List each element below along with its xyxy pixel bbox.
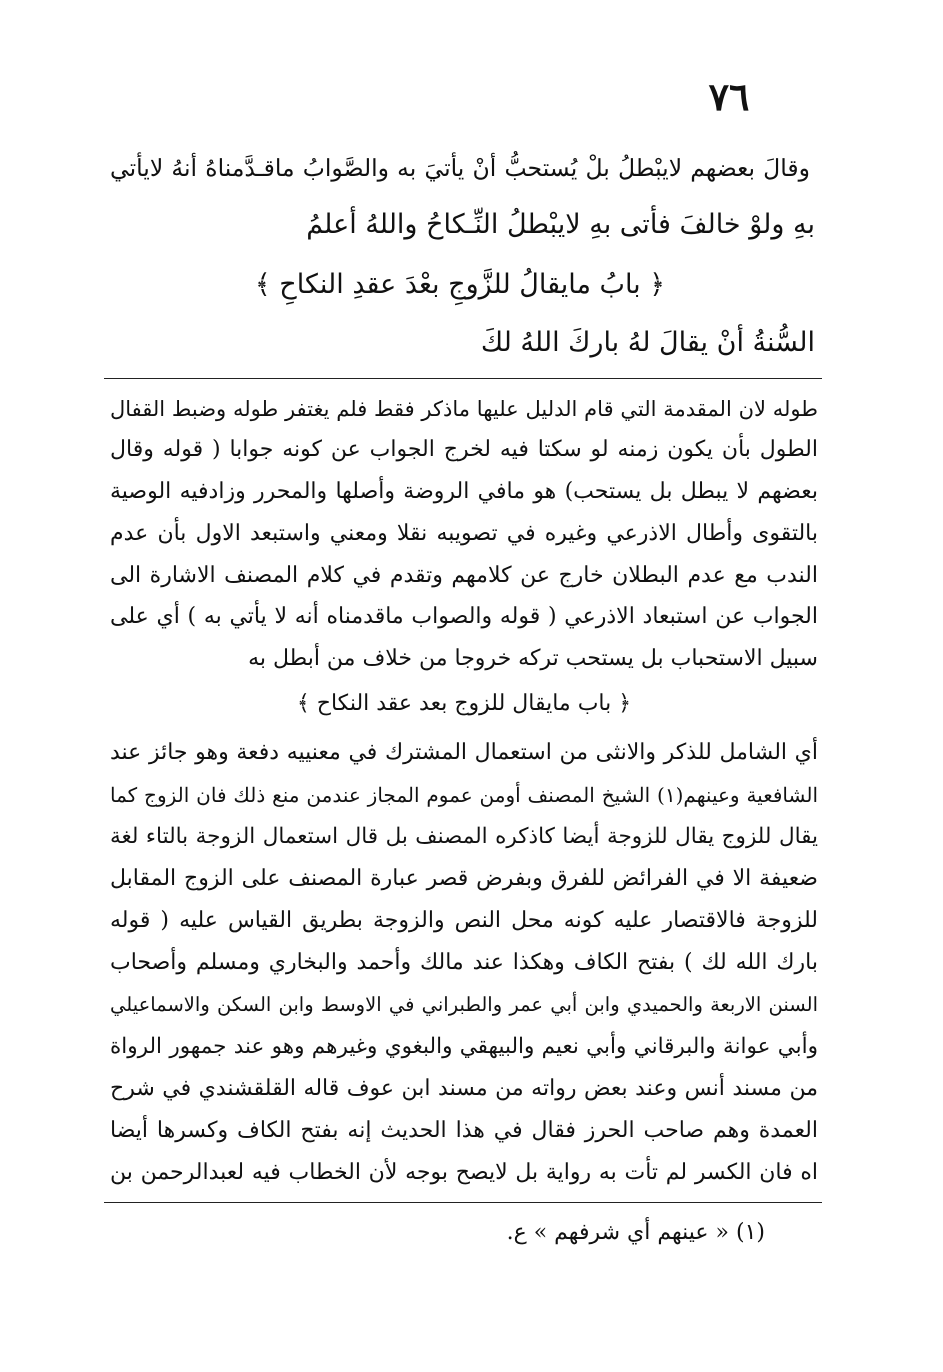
sharh-line-13: للزوجة فالاقتصار عليه كونه محل النص والزوجة بطريق القياس عليه ( قوله xyxy=(110,908,818,933)
sharh-line-10: الشافعية وعينهم(١) الشيخ المصنف أومن عموم المجاز عندمن منع ذلك فان الزوج كما xyxy=(110,783,818,807)
matn-separator-rule xyxy=(104,378,822,379)
footnote-separator-rule xyxy=(104,1202,822,1203)
sharh-line-5: الندب مع عدم البطلان خارج عن كلامهم وتقدم في كلام المصنف الاشارة الى xyxy=(110,563,818,588)
matn-line-2: بهِ ولوْ خالفَ فأتى بهِ لايبْطلُ النِّـكاحُ واللهُ أعلمُ xyxy=(306,209,815,240)
sharh-line-16: وأبي عوانة والبرقاني وأبي نعيم والبيهقي والبغوي وغيرهم وهو عند جمهور الرواة xyxy=(110,1034,818,1059)
sharh-line-12: ضعيفة الا في الفرائض للفرق وبفرض قصر عبارة المصنف على الزوج المقابل xyxy=(110,866,818,891)
sharh-line-2: الطول بأن يكون زمنه لو سكتا فيه لخرج الجواب عن كونه جوابا ( قوله وقال xyxy=(110,437,818,462)
sharh-line-17: من مسند أنس وعند بعض رواته من مسند ابن عوف قاله القلقشندي في شرح xyxy=(110,1076,818,1101)
matn-line-1: وقالَ بعضهم لايبْطلُ بلْ يُستحبُّ أنْ يأتيَ به والصَّوابُ ماقـدَّمناهُ أنهُ لايأتي xyxy=(110,154,810,182)
sharh-line-7: سبيل الاستحباب بل يستحب تركه خروجا من خلاف من أبطل به xyxy=(248,646,818,671)
sharh-line-19: اه فان الكسر لم تأت به رواية بل لايصح بوجه لأن الخطاب فيه لعبدالرحمن بن xyxy=(110,1160,818,1185)
sharh-line-15: السنن الاربعة والحميدي وابن أبي عمر والطبراني في الاوسط وابن السكن والاسماعيلي xyxy=(110,993,818,1016)
sharh-line-6: الجواب عن استبعاد الاذرعي ( قوله والصواب ماقدمناه أنه لا يأتي به ) أي على xyxy=(110,604,818,629)
sharh-line-14: بارك الله لك ) بفتح الكاف وهكذا عند مالك وأحمد والبخاري ومسلم وأصحاب xyxy=(110,950,818,975)
footnote: (١) « عينهم أي شرفهم » ع. xyxy=(506,1220,765,1245)
sharh-line-1: طوله لان المقدمة التي قام الدليل عليها ماذكر فقط فلم يغتفر طوله وضبط القفال xyxy=(110,397,818,421)
sharh-line-4: بالتقوى وأطال الاذرعي وغيره في تصويبه نقلا ومعني واستبعد الاول بأن عدم xyxy=(110,521,818,546)
page-number: ٧٦ xyxy=(708,74,750,119)
matn-chapter-heading: ﴿ بابُ مايقالُ للزَّوجِ بعْدَ عقدِ النكاحِ ﴾ xyxy=(254,269,666,300)
sharh-line-11: يقال للزوج يقال للزوجة أيضا كاذكره المصنف بل قال استعمال الزوجة بالتاء لغة xyxy=(110,824,818,849)
sharh-line-9: أي الشامل للذكر والانثى من استعمال المشترك في معنييه دفعة وهو جائز عند xyxy=(110,740,818,765)
sharh-line-3: بعضهم لا يبطل بل يستحب) هو مافي الروضة وأصلها والمحرر وزادفيه الوصية xyxy=(110,479,818,504)
matn-line-4: السُّنةُ أنْ يقالَ لهُ باركَ اللهُ لكَ xyxy=(480,327,815,358)
sharh-line-18: العمدة وهم صاحب الحرز فقال في هذا الحديث إنه بفتح الكاف وكسرها أيضا xyxy=(110,1118,818,1143)
sharh-chapter-heading: ﴿ باب مايقال للزوج بعد عقد النكاح ﴾ xyxy=(296,691,632,716)
